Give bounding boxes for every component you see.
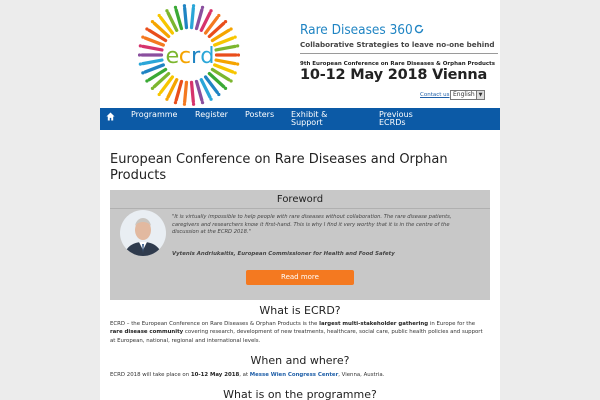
venue-link[interactable]: Messe Wien Congress Center bbox=[249, 372, 339, 378]
commissioner-portrait bbox=[120, 210, 166, 256]
nav-programme[interactable]: Programme bbox=[131, 110, 178, 119]
nav-previous-line1[interactable]: Previous bbox=[379, 110, 413, 119]
nav-exhibit-line2[interactable]: Support bbox=[291, 118, 323, 127]
tagline: Collaborative Strategies to leave no-one behind bbox=[300, 40, 495, 49]
foreword-box bbox=[110, 190, 490, 300]
nav-register[interactable]: Register bbox=[195, 110, 228, 119]
logo-letter-d: d bbox=[200, 43, 215, 70]
edition-text: 9th European Conference on Rare Diseases & Orphan Products bbox=[300, 61, 496, 67]
brand-title: Rare Diseases 360 bbox=[300, 22, 424, 38]
nav-posters[interactable]: Posters bbox=[245, 110, 275, 119]
chevron-down-icon: ▼ bbox=[476, 91, 484, 99]
main-content bbox=[110, 152, 490, 400]
quote-author: Vytenis Andriukaitis, European Commissioner for Health and Food Safety bbox=[172, 251, 395, 257]
logo-letter-r: r bbox=[191, 43, 201, 70]
foreword-quote: "It is virtually impossible to help people with rare diseases without collaboration. The rare disease patients, caregivers and researchers know it first-hand. This is why I find it very worthy that it is in the centre of the discussion at the ECRD 2018." bbox=[172, 214, 452, 236]
what-is-ecrd-heading: What is ECRD? bbox=[259, 304, 341, 317]
conference-dates: 10-12 May 2018 Vienna bbox=[300, 67, 488, 83]
divider bbox=[300, 53, 498, 54]
logo-letter-e: e bbox=[165, 43, 180, 70]
language-select[interactable] bbox=[450, 90, 485, 100]
nav-exhibit-line1[interactable]: Exhibit & bbox=[291, 110, 328, 119]
language-value: English bbox=[453, 91, 475, 98]
what-is-ecrd-text: ECRD – the European Conference on Rare Diseases & Orphan Products is the largest multi-stakeholder gathering in Europe for the rare disease community covering research, development of new treatments, healthcare, social care, public health policies and support at European, national, regional and international levels. bbox=[110, 321, 483, 344]
when-where-text: ECRD 2018 will take place on 10-12 May 2018, at Messe Wien Congress Center, Vienna, Austria. bbox=[110, 372, 385, 378]
page-title: European Conference on Rare Diseases and Orphan Products bbox=[110, 152, 448, 183]
divider bbox=[110, 208, 490, 209]
header bbox=[100, 0, 500, 108]
programme-heading: What is on the programme? bbox=[223, 388, 377, 400]
home-icon[interactable] bbox=[106, 112, 115, 121]
when-where-heading: When and where? bbox=[250, 354, 350, 367]
contact-us-link[interactable]: Contact us bbox=[420, 92, 450, 98]
foreword-heading: Foreword bbox=[276, 194, 324, 205]
nav-previous-line2[interactable]: ECRDs bbox=[379, 118, 406, 127]
logo-letter-c: c bbox=[178, 43, 192, 70]
refresh-circle-icon bbox=[414, 24, 424, 34]
ecrd-logo[interactable] bbox=[138, 4, 240, 106]
page bbox=[100, 0, 500, 400]
read-more-button[interactable]: Read more bbox=[246, 270, 354, 285]
main-nav bbox=[100, 108, 500, 130]
